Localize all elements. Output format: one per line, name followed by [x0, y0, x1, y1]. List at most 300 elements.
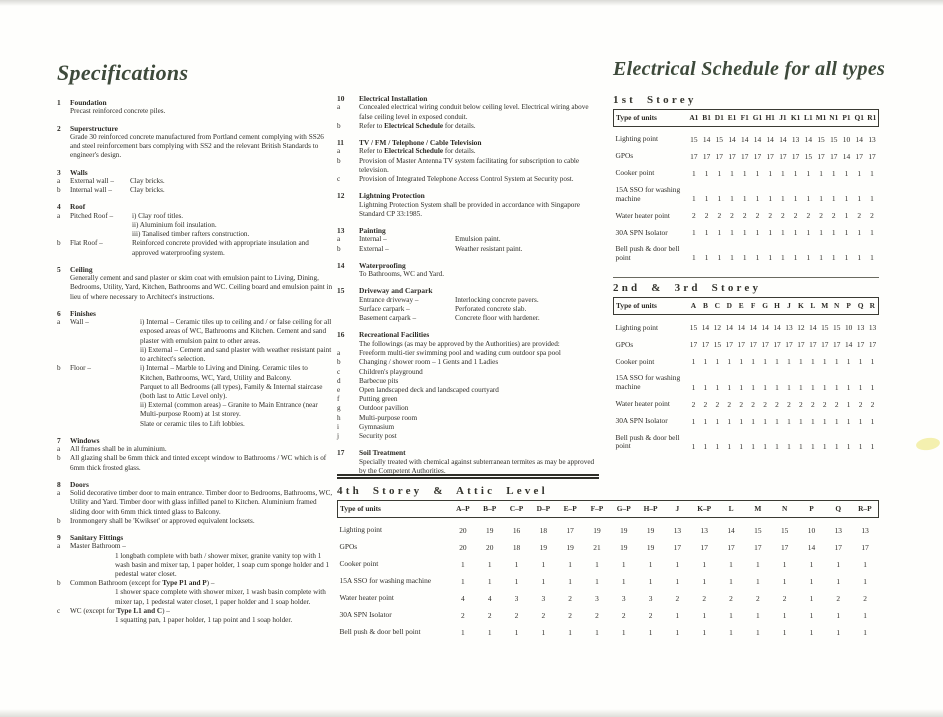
spec-item-heading — [337, 330, 603, 339]
value-cell: 15 — [804, 152, 813, 161]
spec-row-key: Floor – — [70, 364, 91, 373]
value-cell: 1 — [863, 577, 867, 586]
row-label: 30A SPN Isolator — [615, 415, 668, 425]
spec-row-letter: i — [337, 422, 339, 431]
row-label: Cooker point — [339, 559, 379, 569]
value-cell: 19 — [593, 526, 601, 535]
value-cell: 17 — [753, 152, 762, 161]
value-cell: 1 — [727, 416, 732, 426]
schedule-data-row — [338, 518, 879, 536]
value-cell: 1 — [863, 611, 867, 620]
value-cell: 1 — [858, 357, 863, 367]
spec-row-key: External – — [359, 244, 389, 253]
spec-row-text: Ironmongery shall be 'Kwikset' or approved equivalent locksets. — [70, 516, 255, 525]
spec-item-title: Doors — [70, 479, 89, 489]
divider-line — [613, 277, 879, 278]
spec-row-letter: a — [57, 177, 61, 186]
value-cell: 1 — [870, 228, 874, 238]
value-cell: 2 — [768, 211, 773, 221]
schedule-data-row — [614, 161, 879, 178]
value-cell: 1 — [691, 382, 696, 392]
value-cell: 1 — [763, 382, 767, 392]
value-cell: 1 — [715, 382, 720, 392]
value-cell: 1 — [834, 382, 839, 392]
schedule-data-row — [338, 535, 879, 552]
unit-type-column-header: F — [747, 298, 759, 315]
value-cell: 1 — [863, 628, 867, 637]
spec-row-letter: a — [57, 318, 61, 327]
unit-type-column-header: L — [807, 298, 819, 315]
spec-row-letter — [57, 230, 70, 239]
value-cell: 1 — [568, 628, 572, 637]
schedule-table — [613, 109, 879, 262]
schedule-data-row — [614, 349, 879, 366]
spec-item-title: Driveway and Carpark — [359, 286, 433, 296]
value-cell: 15 — [689, 323, 698, 333]
spec-item-heading — [337, 261, 603, 270]
unit-type-column-header: J — [664, 501, 691, 518]
value-cell: 1 — [870, 441, 875, 451]
row-label: Cooker point — [615, 356, 655, 366]
unit-type-column-header: A1 — [688, 110, 701, 127]
value-cell: 17 — [773, 340, 781, 350]
value-cell: 1 — [810, 441, 815, 451]
value-cell: 3 — [621, 594, 626, 603]
value-cell: 1 — [787, 382, 791, 392]
value-cell: 15 — [821, 323, 829, 333]
spec-item — [57, 124, 333, 161]
spec-text-row — [337, 270, 603, 279]
value-cell: 1 — [857, 194, 862, 204]
unit-type-column-header: N — [771, 501, 798, 518]
spec-row-text: All frames shall be in aluminium. — [70, 445, 167, 454]
spec-item-number: 9 — [57, 532, 61, 542]
value-cell: 1 — [836, 628, 841, 637]
value-cell: 14 — [727, 526, 735, 535]
value-cell: 1 — [702, 577, 707, 586]
value-cell: 17 — [780, 543, 789, 552]
row-label: Lighting point — [339, 525, 382, 535]
schedule-data-row — [338, 569, 879, 586]
value-cell: 1 — [568, 560, 572, 569]
unit-type-column-header: F–P — [584, 501, 611, 518]
value-cell: 1 — [819, 169, 823, 178]
spec-item-title: Electrical Installation — [359, 94, 428, 103]
value-cell: 2 — [703, 399, 708, 409]
value-cell: 3 — [595, 594, 599, 603]
value-cell: 1 — [846, 382, 851, 392]
unit-type-column-header: D1 — [713, 110, 726, 127]
value-cell: 1 — [844, 194, 849, 204]
value-cell: 1 — [834, 441, 839, 451]
spec-text-row — [57, 454, 333, 472]
spec-row-text: Refer to Electrical Schedule for details. — [359, 147, 476, 156]
spec-row-text: All glazing shall be 6mm thick and tinted except window to Bathrooms / WC which is of 6mm thick frosted glass. — [70, 454, 327, 472]
unit-type-column-header: G1 — [751, 110, 764, 127]
value-cell: 3 — [648, 594, 653, 603]
row-label: Water heater point — [615, 210, 670, 220]
unit-type-column-header: N — [831, 298, 843, 315]
schedule-data-row — [338, 620, 879, 637]
spec-text-row — [57, 318, 333, 346]
spec-row-letter — [337, 314, 359, 323]
value-cell: 1 — [781, 228, 785, 238]
value-cell: 1 — [730, 228, 734, 238]
value-cell: 17 — [817, 152, 825, 161]
value-cell: 12 — [713, 323, 722, 333]
unit-type-column-header: Q — [825, 501, 852, 518]
spec-text-row — [57, 364, 333, 382]
value-cell: 1 — [742, 228, 747, 238]
value-cell: 1 — [692, 169, 696, 178]
spec-row-text: Concrete floor with hardener. — [455, 314, 540, 323]
fourth-storey-section — [337, 474, 879, 637]
value-cell: 1 — [768, 194, 773, 204]
spec-row-key: Basement carpark – — [359, 314, 417, 323]
spec-item — [57, 98, 333, 117]
spec-row-key: Entrance driveway – — [359, 295, 419, 304]
value-cell: 2 — [568, 594, 572, 603]
spec-row-text: ii) External – Cement and sand plaster with weather resistant paint to architect's selection. — [140, 345, 332, 364]
value-cell: 1 — [717, 169, 722, 178]
spec-row-letter: b — [337, 358, 341, 367]
spec-row-text: To Bathrooms, WC and Yard. — [359, 270, 445, 279]
value-cell: 1 — [836, 611, 841, 620]
spec-row-text: The followings (as may be approved by the Authorities) are provided: — [359, 339, 560, 348]
spec-row-letter: b — [337, 244, 341, 253]
value-cell: 1 — [782, 577, 787, 586]
value-cell: 17 — [690, 152, 698, 161]
value-cell: 1 — [768, 253, 773, 263]
unit-type-column-header: H–P — [637, 501, 664, 518]
spec-row-letter: d — [337, 376, 341, 385]
spec-text-row — [337, 296, 603, 305]
value-cell: 1 — [834, 357, 839, 367]
value-cell: 1 — [822, 382, 827, 392]
spec-row-text: Parquet to all Bedrooms (all types), Family & Internal staircase (both last to Attic Level only). — [140, 382, 323, 400]
spec-item-heading — [57, 436, 333, 445]
spec-item-title: Ceiling — [70, 264, 93, 274]
spec-row-letter — [57, 616, 70, 625]
spec-row-letter: a — [57, 542, 61, 551]
value-cell: 14 — [761, 323, 769, 333]
spec-text-row — [337, 404, 603, 413]
value-cell: 1 — [702, 560, 707, 569]
spec-row-letter — [57, 401, 70, 419]
spec-text-row — [57, 177, 333, 186]
value-cell: 17 — [785, 340, 793, 350]
value-cell: 10 — [807, 526, 816, 535]
value-cell: 15 — [830, 135, 838, 144]
value-cell: 1 — [703, 357, 708, 367]
unit-type-column-header: D — [723, 298, 735, 315]
value-cell: 1 — [704, 194, 709, 204]
unit-type-column-header: J — [783, 298, 795, 315]
unit-type-column-header: C — [711, 298, 723, 315]
spec-row-letter: b — [57, 579, 61, 588]
unit-type-column-header: M — [819, 298, 831, 315]
schedule-data-row — [614, 178, 879, 203]
value-cell: 13 — [785, 323, 793, 333]
spec-item — [337, 138, 603, 184]
row-label: 15A SSO for washing machine — [615, 373, 681, 391]
spec-text-row — [337, 157, 603, 175]
spec-row-text: Freeform multi-tier swimming pool and wading cum outdoor spa pool — [359, 349, 561, 358]
spec-item-number: 11 — [337, 138, 344, 148]
value-cell: 2 — [621, 611, 626, 620]
value-cell: 1 — [739, 441, 744, 451]
value-cell: 2 — [514, 611, 519, 620]
spec-text-row — [337, 368, 603, 377]
spec-row-text: Grade 30 reinforced concrete manufactured from Portland cement complying with SS26 and steel reinforcement bars complying with SS2 and the relevant British Standards to engineer's design. — [70, 133, 324, 160]
spec-row-letter: a — [57, 211, 61, 220]
spec-items-10-17 — [337, 94, 603, 476]
spec-row-text: Putting green — [359, 395, 398, 404]
value-cell: 1 — [541, 577, 546, 586]
row-label: GPOs — [615, 151, 634, 161]
spec-text-row — [57, 230, 333, 239]
value-cell: 1 — [729, 577, 733, 586]
spec-item-title: Windows — [70, 435, 100, 445]
unit-type-column-header: A — [688, 298, 700, 315]
value-cell: 1 — [846, 416, 851, 426]
value-cell: 13 — [868, 323, 877, 333]
spec-text-row — [337, 340, 603, 349]
value-cell: 1 — [857, 228, 862, 238]
value-cell: 19 — [620, 526, 628, 535]
spec-row-key: Surface carpark – — [359, 305, 410, 314]
spec-item-number: 14 — [337, 260, 345, 270]
spec-row-key — [70, 401, 140, 419]
spec-row-text: Perforated concrete slab. — [455, 305, 527, 314]
unit-type-column-header: C–P — [503, 501, 530, 518]
value-cell: 13 — [834, 526, 842, 535]
value-cell: 1 — [715, 441, 720, 451]
value-cell: 1 — [806, 194, 811, 204]
value-cell: 14 — [809, 323, 817, 333]
spec-row-letter: b — [337, 121, 341, 130]
value-cell: 1 — [692, 194, 696, 204]
row-label: GPOs — [339, 542, 358, 552]
value-cell: 14 — [804, 135, 813, 144]
value-cell: 14 — [701, 323, 710, 333]
spec-row-text: Security post — [359, 431, 397, 440]
spec-row-letter — [337, 296, 359, 305]
spec-item-title: Lightning Protection — [359, 191, 425, 201]
spec-item — [337, 286, 603, 323]
spec-item-number: 3 — [57, 167, 61, 177]
value-cell: 1 — [819, 253, 823, 263]
value-cell: 1 — [775, 441, 779, 451]
value-cell: 20 — [459, 526, 467, 535]
value-cell: 1 — [514, 560, 519, 569]
value-cell: 1 — [461, 628, 465, 637]
value-cell: 1 — [715, 416, 720, 426]
spec-text-row — [57, 517, 333, 526]
unit-type-column-header: P — [843, 298, 855, 315]
row-label: Lighting point — [615, 322, 658, 332]
spec-item-title: Painting — [359, 226, 386, 236]
spec-text-row — [57, 401, 333, 419]
storey-4-heading: 4th Storey & Attic Level — [337, 485, 548, 497]
value-cell: 1 — [514, 577, 519, 586]
spec-text-row — [57, 274, 333, 302]
spec-row-text: Reinforced concrete provided with appropriate insulation and approved waterproofing system. — [132, 239, 309, 257]
value-cell: 1 — [787, 441, 791, 451]
value-cell: 2 — [691, 399, 696, 409]
spec-row-text: 1 shower space complete with shower mixer, 1 wash basin complete with mixer tap, 1 pedestal water closet, 1 paper holder and 1 soap holder. — [115, 588, 326, 606]
value-cell: 1 — [782, 611, 787, 620]
unit-type-column-header: M1 — [815, 110, 828, 127]
spec-row-letter: a — [337, 147, 341, 156]
value-cell: 2 — [755, 594, 760, 603]
value-cell: 2 — [870, 399, 875, 409]
spec-row-text: Emulsion paint. — [455, 235, 501, 244]
row-label: Water heater point — [339, 593, 394, 603]
value-cell: 19 — [646, 526, 655, 535]
value-cell: 15 — [690, 135, 698, 144]
storey-2-3-heading: 2nd & 3rd Storey — [613, 282, 762, 295]
spec-text-row — [57, 607, 333, 616]
spec-row-text: Weather resistant paint. — [455, 244, 523, 253]
spec-row-letter — [57, 383, 70, 401]
value-cell: 2 — [822, 399, 827, 409]
value-cell: 1 — [751, 441, 755, 451]
unit-type-column-header: H — [771, 298, 783, 315]
spec-row-letter: a — [337, 235, 341, 244]
unit-type-column-header: Q1 — [853, 110, 866, 127]
schedule-data-row — [614, 203, 879, 220]
spec-row-text: Provision of Master Antenna TV system facilitating for subscription to cable television. — [359, 156, 580, 174]
value-cell: 17 — [737, 340, 745, 350]
value-cell: 13 — [673, 526, 682, 535]
value-cell: 13 — [791, 135, 800, 144]
spec-row-letter — [57, 274, 70, 302]
spec-item-heading — [57, 533, 333, 542]
value-cell: 2 — [739, 399, 744, 409]
type-of-units-header: Type of units — [338, 501, 450, 518]
spec-row-text: WC (except for Type L1 and C) – — [70, 606, 170, 615]
spec-item-heading — [337, 286, 603, 295]
value-cell: 17 — [856, 340, 865, 350]
unit-type-column-header: B1 — [700, 110, 713, 127]
spec-text-row — [57, 616, 333, 625]
value-cell: 1 — [763, 357, 767, 367]
spec-item-heading — [57, 480, 333, 489]
value-cell: 14 — [766, 135, 774, 144]
value-cell: 1 — [717, 228, 722, 238]
spec-item — [337, 448, 603, 476]
value-cell: 1 — [822, 416, 827, 426]
value-cell: 3 — [541, 594, 546, 603]
spec-row-text: Specially treated with chemical against subterranean termites as may be approved by the Competent Authorities. — [359, 457, 595, 475]
value-cell: 19 — [539, 543, 548, 552]
spec-row-key — [70, 420, 140, 429]
unit-type-column-header: M — [744, 501, 771, 518]
value-cell: 2 — [715, 399, 720, 409]
spec-item-number: 1 — [57, 98, 61, 107]
value-cell: 1 — [727, 441, 732, 451]
spec-text-row — [337, 377, 603, 386]
value-cell: 1 — [730, 194, 734, 204]
spec-row-text: Slate or ceramic tiles to Lift lobbies. — [140, 419, 245, 428]
value-cell: 14 — [737, 323, 745, 333]
value-cell: 1 — [870, 382, 875, 392]
value-cell: 2 — [702, 594, 707, 603]
spec-row-letter: b — [337, 156, 341, 165]
spec-item-title: Waterproofing — [359, 260, 406, 270]
spec-item-number: 2 — [57, 123, 61, 133]
spec-item-number: 7 — [57, 435, 61, 445]
value-cell: 1 — [787, 416, 791, 426]
spec-row-letter — [337, 305, 359, 314]
spec-row-text: Refer to Electrical Schedule for details. — [359, 121, 476, 130]
row-label: GPOs — [615, 339, 634, 349]
spec-item — [57, 265, 333, 302]
value-cell: 15 — [754, 526, 762, 535]
schedule-data-row — [614, 237, 879, 262]
spec-text-row — [337, 147, 603, 156]
spec-row-text: Children's playground — [359, 367, 423, 376]
value-cell: 1 — [691, 357, 696, 367]
spec-text-row — [57, 445, 333, 454]
value-cell: 1 — [541, 560, 546, 569]
value-cell: 1 — [702, 611, 707, 620]
spec-row-text: Changing / shower room – 1 Gents and 1 Ladies — [359, 358, 499, 367]
spec-text-row — [57, 186, 333, 195]
unit-type-column-header: N1 — [827, 110, 840, 127]
value-cell: 1 — [727, 357, 732, 367]
spec-text-row — [57, 346, 333, 364]
unit-type-column-header: R — [867, 298, 879, 315]
value-cell: 1 — [806, 253, 811, 263]
unit-type-column-header: H1 — [764, 110, 777, 127]
value-cell: 1 — [822, 357, 827, 367]
value-cell: 1 — [755, 628, 760, 637]
spec-item — [57, 436, 333, 473]
value-cell: 2 — [831, 211, 836, 221]
row-label: Cooker point — [615, 168, 655, 178]
spec-item-number: 10 — [337, 94, 345, 103]
row-label: Lighting point — [615, 134, 658, 144]
schedule-data-row — [614, 409, 879, 426]
value-cell: 2 — [541, 611, 546, 620]
value-cell: 1 — [568, 577, 572, 586]
row-label: 30A SPN Isolator — [615, 227, 668, 237]
spec-item-heading — [337, 448, 603, 457]
unit-type-column-header: E — [735, 298, 747, 315]
value-cell: 1 — [809, 594, 814, 603]
value-cell: 1 — [595, 628, 599, 637]
row-label: 15A SSO for washing machine — [615, 185, 681, 203]
value-cell: 17 — [702, 152, 711, 161]
value-cell: 17 — [868, 340, 877, 350]
value-cell: 2 — [834, 399, 839, 409]
row-label: Bell push & door bell point — [339, 627, 421, 637]
value-cell: 1 — [844, 228, 849, 238]
spec-row-text: iii) Tanalised timber rafters construction. — [132, 230, 250, 239]
spec-item-heading — [57, 309, 333, 318]
value-cell: 1 — [763, 416, 767, 426]
schedule-data-row — [614, 127, 879, 145]
spec-row-text: 1 longbath complete with bath / shower mixer, granite vanity top with 1 wash basin and mixer tap, 1 paper holder, 1 soap cum sponge holder and 1 pedestal water closet. — [115, 551, 330, 578]
row-label: Bell push & door bell point — [615, 244, 680, 262]
spec-row-key: Internal wall – — [70, 186, 112, 195]
value-cell: 1 — [675, 628, 680, 637]
value-cell: 2 — [755, 211, 760, 221]
value-cell: 1 — [692, 228, 696, 238]
value-cell: 17 — [834, 543, 842, 552]
